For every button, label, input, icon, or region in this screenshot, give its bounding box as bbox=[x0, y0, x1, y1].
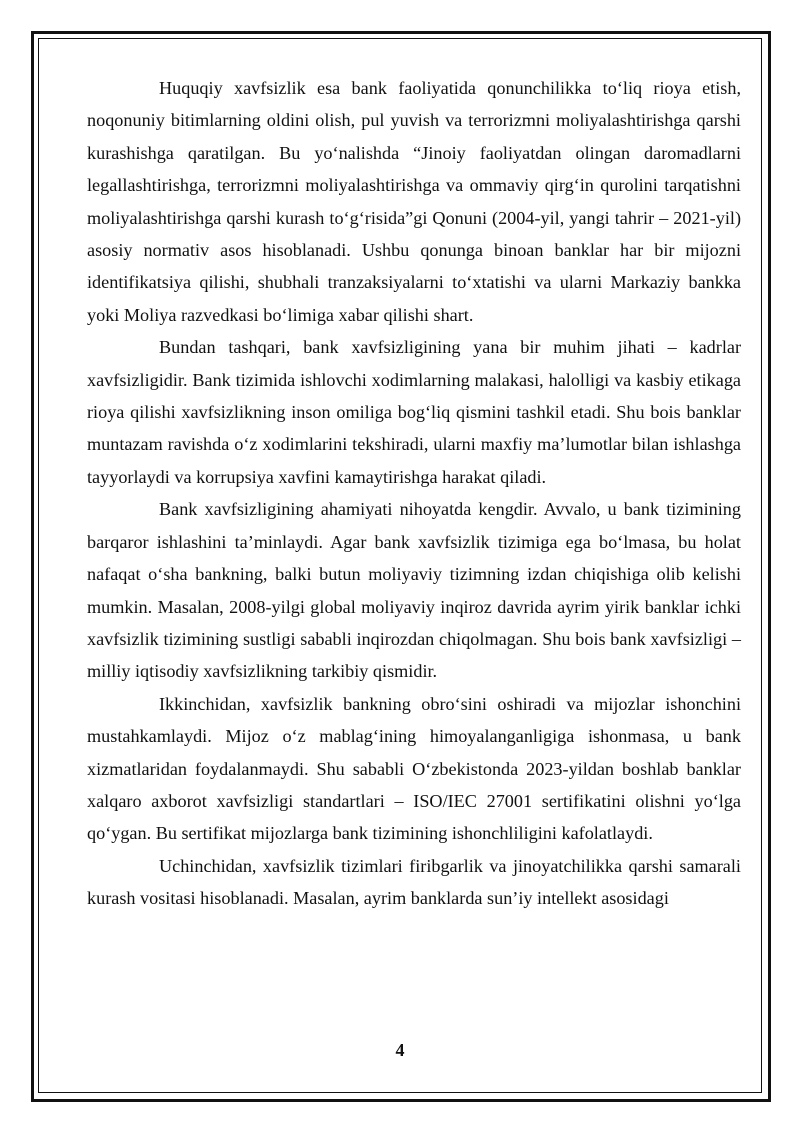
paragraph-fraud-prevention: Uchinchidan, xavfsizlik tizimlari firibgarlik va jinoyatchilikka qarshi samarali kurash vositasi hisoblanadi. Masalan, ayrim banklarda sun’iy intellekt asosidagi bbox=[87, 855, 741, 909]
paragraph-trust: Ikkinchidan, xavfsizlik bankning obro‘sini oshiradi va mijozlar ishonchini mustahkamlaydi. Mijoz o‘z mablag‘ining himoyalanganligiga ishonmasa, u bank xizmatlaridan foydalanmaydi. Shu sababli O‘zbekistonda 2023-yildan boshlab banklar xalqaro axborot xavfsizligi standartlari – ISO/IEC 27001 sertifikatini olishni yo‘lga qo‘ygan. Bu sertifikat mijozlarga bank tizimining ishonchliligini kafolatlaydi. bbox=[87, 693, 741, 844]
document-body bbox=[87, 72, 741, 915]
paragraph-importance: Bank xavfsizligining ahamiyati nihoyatda kengdir. Avvalo, u bank tizimining barqaror ishlashini ta’minlaydi. Agar bank xavfsizlik tizimiga ega bo‘lmasa, bu holat nafaqat o‘sha bankning, balki butun moliyaviy tizimning izdan chiqishiga olib kelishi mumkin. Masalan, 2008-yilgi global moliyaviy inqiroz davrida ayrim yirik banklar ichki xavfsizlik tizimining sustligi sababli inqirozdan chiqolmagan. Shu bois bank xavfsizligi – milliy iqtisodiy xavfsizlikning tarkibiy qismidir. bbox=[87, 499, 741, 682]
paragraph-legal-security: Huquqiy xavfsizlik esa bank faoliyatida qonunchilikka to‘liq rioya etish, noqonuniy bitimlarning oldini olish, pul yuvish va terrorizmni moliyalashtirishga qarshi kurashishga qaratilgan. Bu yo‘nalishda “Jinoiy faoliyatdan olingan daromadlarni legallashtirishga, terrorizmni moliyalashtirishga va ommaviy qirg‘in qurolini tarqatishni moliyalashtirishga qarshi kurash to‘g‘risida”gi Qonuni (2004-yil, yangi tahrir – 2021-yil) asosiy normativ asos hisoblanadi. Ushbu qonunga binoan banklar har bir mijozni identifikatsiya qilishi, shubhali tranzaksiyalarni to‘xtatishi va ularni Markaziy bankka yoki Moliya razvedkasi bo‘limiga xabar qilishi shart. bbox=[87, 78, 741, 325]
page-number: 4 bbox=[395, 1040, 405, 1060]
paragraph-personnel-security: Bundan tashqari, bank xavfsizligining yana bir muhim jihati – kadrlar xavfsizligidir. Bank tizimida ishlovchi xodimlarning malakasi, halolligi va kasbiy etikaga rioya qilishi xavfsizlikning inson omiliga bog‘liq qismini tashkil etadi. Shu bois banklar muntazam ravishda o‘z xodimlarini tekshiradi, ularni maxfiy ma’lumotlar bilan ishlashga tayyorlaydi va korrupsiya xavfini kamaytirishga harakat qiladi. bbox=[87, 337, 741, 487]
